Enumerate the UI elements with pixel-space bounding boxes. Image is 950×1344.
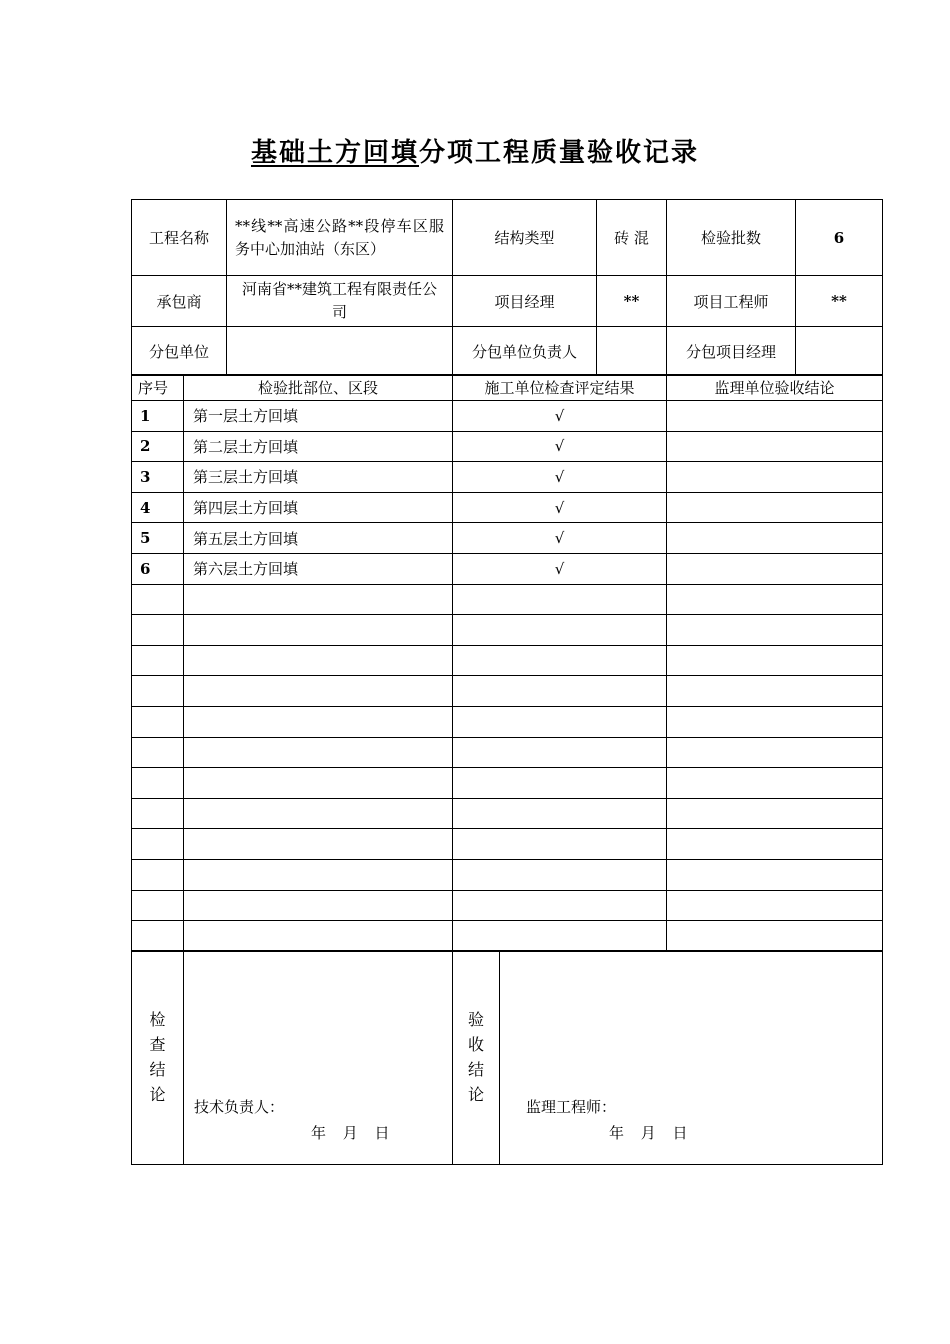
- table-row: [132, 584, 883, 615]
- row-part: [184, 645, 453, 676]
- row-no: [132, 829, 184, 860]
- project-engineer-value: **: [796, 276, 883, 327]
- subcontractor-pm-label: 分包项目经理: [667, 327, 796, 376]
- row-check-result: [453, 798, 667, 829]
- row-acceptance: [667, 553, 883, 584]
- row-part: 第四层土方回填: [184, 492, 453, 523]
- row-part: 第一层土方回填: [184, 401, 453, 432]
- row-acceptance: [667, 921, 883, 952]
- batch-count-value: 6: [796, 200, 883, 276]
- row-no: [132, 737, 184, 768]
- project-name-label: 工程名称: [132, 200, 227, 276]
- col-check-header: 施工单位检查评定结果: [453, 375, 667, 401]
- row-check-result: √: [453, 523, 667, 554]
- acceptance-date-label: 年 月 日: [609, 1124, 688, 1142]
- subcontractor-label: 分包单位: [132, 327, 227, 376]
- row-check-result: [453, 737, 667, 768]
- title-underlined: 基础土方回填: [250, 138, 419, 168]
- table-row: [132, 401, 883, 432]
- row-no: 4: [132, 492, 184, 523]
- row-part: [184, 768, 453, 799]
- row-no: [132, 798, 184, 829]
- contractor-label: 承包商: [132, 276, 227, 327]
- table-row: [132, 829, 883, 860]
- row-acceptance: [667, 431, 883, 462]
- project-manager-label: 项目经理: [453, 276, 597, 327]
- row-part: [184, 737, 453, 768]
- row-check-result: [453, 768, 667, 799]
- row-part: [184, 584, 453, 615]
- row-part: [184, 798, 453, 829]
- table-row: [132, 676, 883, 707]
- row-part: [184, 890, 453, 921]
- row-no: [132, 645, 184, 676]
- row-acceptance: [667, 768, 883, 799]
- row-part: [184, 921, 453, 952]
- page-title: [0, 132, 950, 169]
- row-no: [132, 859, 184, 890]
- accept-label-char: 收: [467, 1035, 484, 1054]
- col-accept-header: 监理单位验收结论: [667, 375, 883, 401]
- row-check-result: √: [453, 462, 667, 493]
- accept-label-char: 论: [467, 1085, 484, 1104]
- row-acceptance: [667, 401, 883, 432]
- row-acceptance: [667, 492, 883, 523]
- row-no: 3: [132, 462, 184, 493]
- check-label-char: 查: [149, 1035, 166, 1054]
- row-no: [132, 676, 184, 707]
- table-row: [132, 859, 883, 890]
- table-row: [132, 921, 883, 952]
- batch-table-header: [132, 375, 883, 401]
- table-row: [132, 523, 883, 554]
- supervisor-signature-label: 监理工程师：: [526, 1098, 617, 1116]
- row-acceptance: [667, 890, 883, 921]
- check-date-label: 年 月 日: [311, 1124, 390, 1142]
- row-acceptance: [667, 615, 883, 646]
- structure-type-label: 结构类型: [453, 200, 597, 276]
- table-row: [132, 462, 883, 493]
- col-no-header: 序号: [132, 375, 184, 401]
- row-part: 第三层土方回填: [184, 462, 453, 493]
- row-acceptance: [667, 462, 883, 493]
- subcontractor-pm-value: [796, 327, 883, 376]
- acceptance-conclusion-label: [453, 1007, 499, 1107]
- row-check-result: [453, 829, 667, 860]
- acceptance-conclusion-label-cell: [453, 951, 500, 1165]
- table-row: [132, 706, 883, 737]
- row-check-result: [453, 676, 667, 707]
- check-label-char: 结: [149, 1060, 166, 1079]
- subcontractor-value: [227, 327, 453, 376]
- project-name-value: **线**高速公路**段停车区服务中心加油站（东区）: [227, 200, 453, 276]
- row-part: 第五层土方回填: [184, 523, 453, 554]
- table-row: [132, 768, 883, 799]
- row-no: 1: [132, 401, 184, 432]
- row-acceptance: [667, 584, 883, 615]
- row-no: [132, 706, 184, 737]
- contractor-value: 河南省**建筑工程有限责任公司: [227, 276, 453, 327]
- batch-count-label: 检验批数: [667, 200, 796, 276]
- row-part: [184, 615, 453, 646]
- row-check-result: √: [453, 553, 667, 584]
- row-check-result: √: [453, 492, 667, 523]
- table-row: [132, 798, 883, 829]
- table-row: [132, 553, 883, 584]
- check-label-char: 检: [149, 1010, 166, 1029]
- check-conclusion-label: [132, 1007, 183, 1107]
- row-no: 2: [132, 431, 184, 462]
- subcontractor-head-value: [597, 327, 667, 376]
- row-check-result: [453, 615, 667, 646]
- table-row: [132, 492, 883, 523]
- title-rest: 分项工程质量验收记录: [419, 138, 700, 168]
- row-check-result: √: [453, 431, 667, 462]
- row-part: 第二层土方回填: [184, 431, 453, 462]
- check-label-char: 论: [149, 1085, 166, 1104]
- row-part: 第六层土方回填: [184, 553, 453, 584]
- table-row: [132, 737, 883, 768]
- project-manager-value: **: [597, 276, 667, 327]
- header-table: [131, 199, 883, 376]
- structure-type-value: 砖 混: [597, 200, 667, 276]
- row-acceptance: [667, 706, 883, 737]
- row-check-result: [453, 890, 667, 921]
- project-engineer-label: 项目工程师: [667, 276, 796, 327]
- table-row: [132, 645, 883, 676]
- acceptance-conclusion-cell: [500, 951, 883, 1165]
- check-conclusion-cell: [184, 951, 453, 1165]
- row-acceptance: [667, 676, 883, 707]
- row-acceptance: [667, 737, 883, 768]
- row-no: [132, 584, 184, 615]
- table-row: [132, 890, 883, 921]
- row-acceptance: [667, 798, 883, 829]
- row-check-result: [453, 921, 667, 952]
- row-part: [184, 706, 453, 737]
- subcontractor-head-label: 分包单位负责人: [453, 327, 597, 376]
- row-part: [184, 676, 453, 707]
- accept-label-char: 结: [467, 1060, 484, 1079]
- tech-lead-signature-label: 技术负责人：: [194, 1098, 285, 1116]
- row-check-result: √: [453, 401, 667, 432]
- row-part: [184, 829, 453, 860]
- row-acceptance: [667, 859, 883, 890]
- row-part: [184, 859, 453, 890]
- row-check-result: [453, 584, 667, 615]
- row-acceptance: [667, 645, 883, 676]
- table-row: [132, 615, 883, 646]
- accept-label-char: 验: [467, 1010, 484, 1029]
- row-check-result: [453, 645, 667, 676]
- row-no: 5: [132, 523, 184, 554]
- row-acceptance: [667, 829, 883, 860]
- conclusion-table: [131, 950, 883, 1165]
- row-acceptance: [667, 523, 883, 554]
- row-check-result: [453, 706, 667, 737]
- col-part-header: 检验批部位、区段: [184, 375, 453, 401]
- row-no: [132, 890, 184, 921]
- check-conclusion-label-cell: [132, 951, 184, 1165]
- row-no: [132, 615, 184, 646]
- row-no: [132, 768, 184, 799]
- table-row: [132, 431, 883, 462]
- row-check-result: [453, 859, 667, 890]
- row-no: [132, 921, 184, 952]
- batch-table: [131, 374, 883, 952]
- row-no: 6: [132, 553, 184, 584]
